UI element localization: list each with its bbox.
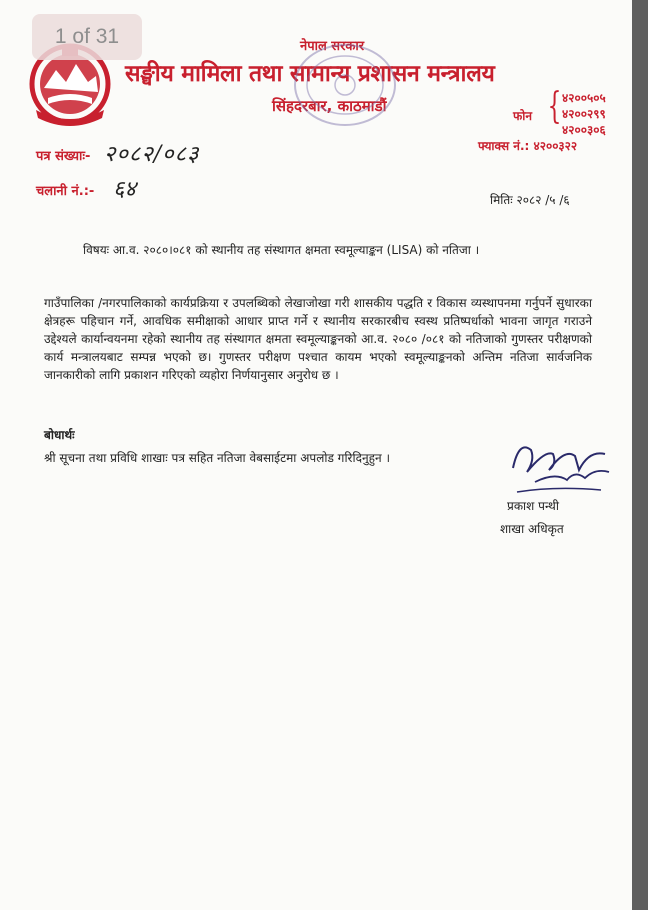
page-indicator: 1 of 31 [32, 14, 142, 60]
letter-date: मितिः २०८२ /५ /६ [490, 193, 570, 207]
phone-number: ४२००२९९ [562, 107, 606, 121]
government-title: नेपाल सरकार [300, 39, 365, 54]
cc-label: बोधार्थः [44, 428, 75, 442]
dispatch-number-handwritten: ६४ [113, 177, 136, 202]
letter-subject: विषयः आ.व. २०८०।०८१ को स्थानीय तह संस्थागत क्षमता स्वमूल्याङ्कन (LISA) को नतिजा । [83, 243, 480, 257]
phone-label: फोन [513, 109, 533, 123]
ministry-title: सङ्घीय मामिला तथा सामान्य प्रशासन मन्त्रालय [125, 61, 495, 87]
fax-number: फ्याक्स नं.: ४२००३२२ [478, 139, 578, 153]
signer-name: प्रकाश पन्थी [507, 499, 559, 513]
phone-number: ४२००३०६ [562, 123, 606, 137]
phone-number: ४२००५०५ [562, 91, 606, 105]
office-seal-icon [290, 40, 400, 130]
dispatch-label: चलानी नं.:- [36, 184, 95, 199]
letter-body: गाउँपालिका /नगरपालिकाको कार्यप्रक्रिया र उपलब्धिको लेखाजोखा गरी शासकीय पद्धति र विकास व्यस्थापनमा गर्नुपर्ने सुधारका क्षेत्रहरू पहिचान गर्ने, आवधिक समीक्षाको आधार प्राप्त गर्ने र स्थानीय सरकारबीच स्वस्थ प्रतिष्पर्धाको भावना जागृत गराउने उद्देश्यले कार्यान्वयनमा रहेको स्थानीय तह संस्थागत क्षमता स्वमूल्याङ्कनको आ.व. २०८० /०८१ को नतिजाको गुणस्तर परीक्षणको कार्य मन्त्रालयबाट सम्पन्न भएको छ। गुणस्तर परीक्षण पश्चात कायम भएको स्वमूल्याङ्कनको अन्तिम नतिजा सार्वजनिक जानकारीको लागि प्रकाशन गरिएको व्यहोरा निर्णयानुसार अनुरोध छ । [44, 296, 592, 382]
viewer-edge [632, 0, 648, 910]
reference-number-handwritten: २०८२/०८३ [104, 142, 200, 167]
signer-designation: शाखा अधिकृत [500, 522, 564, 536]
reference-label: पत्र संख्याः- [36, 149, 91, 164]
phone-numbers [562, 90, 606, 138]
cc-line: श्री सूचना तथा प्रविधि शाखाः पत्र सहित नतिजा वेबसाईटमा अपलोड गरिदिनुहुन । [44, 451, 390, 465]
ministry-address: सिंहदरबार, काठमाडौं [272, 97, 387, 115]
signature-icon [505, 420, 617, 502]
phone-brace: { [547, 86, 562, 127]
